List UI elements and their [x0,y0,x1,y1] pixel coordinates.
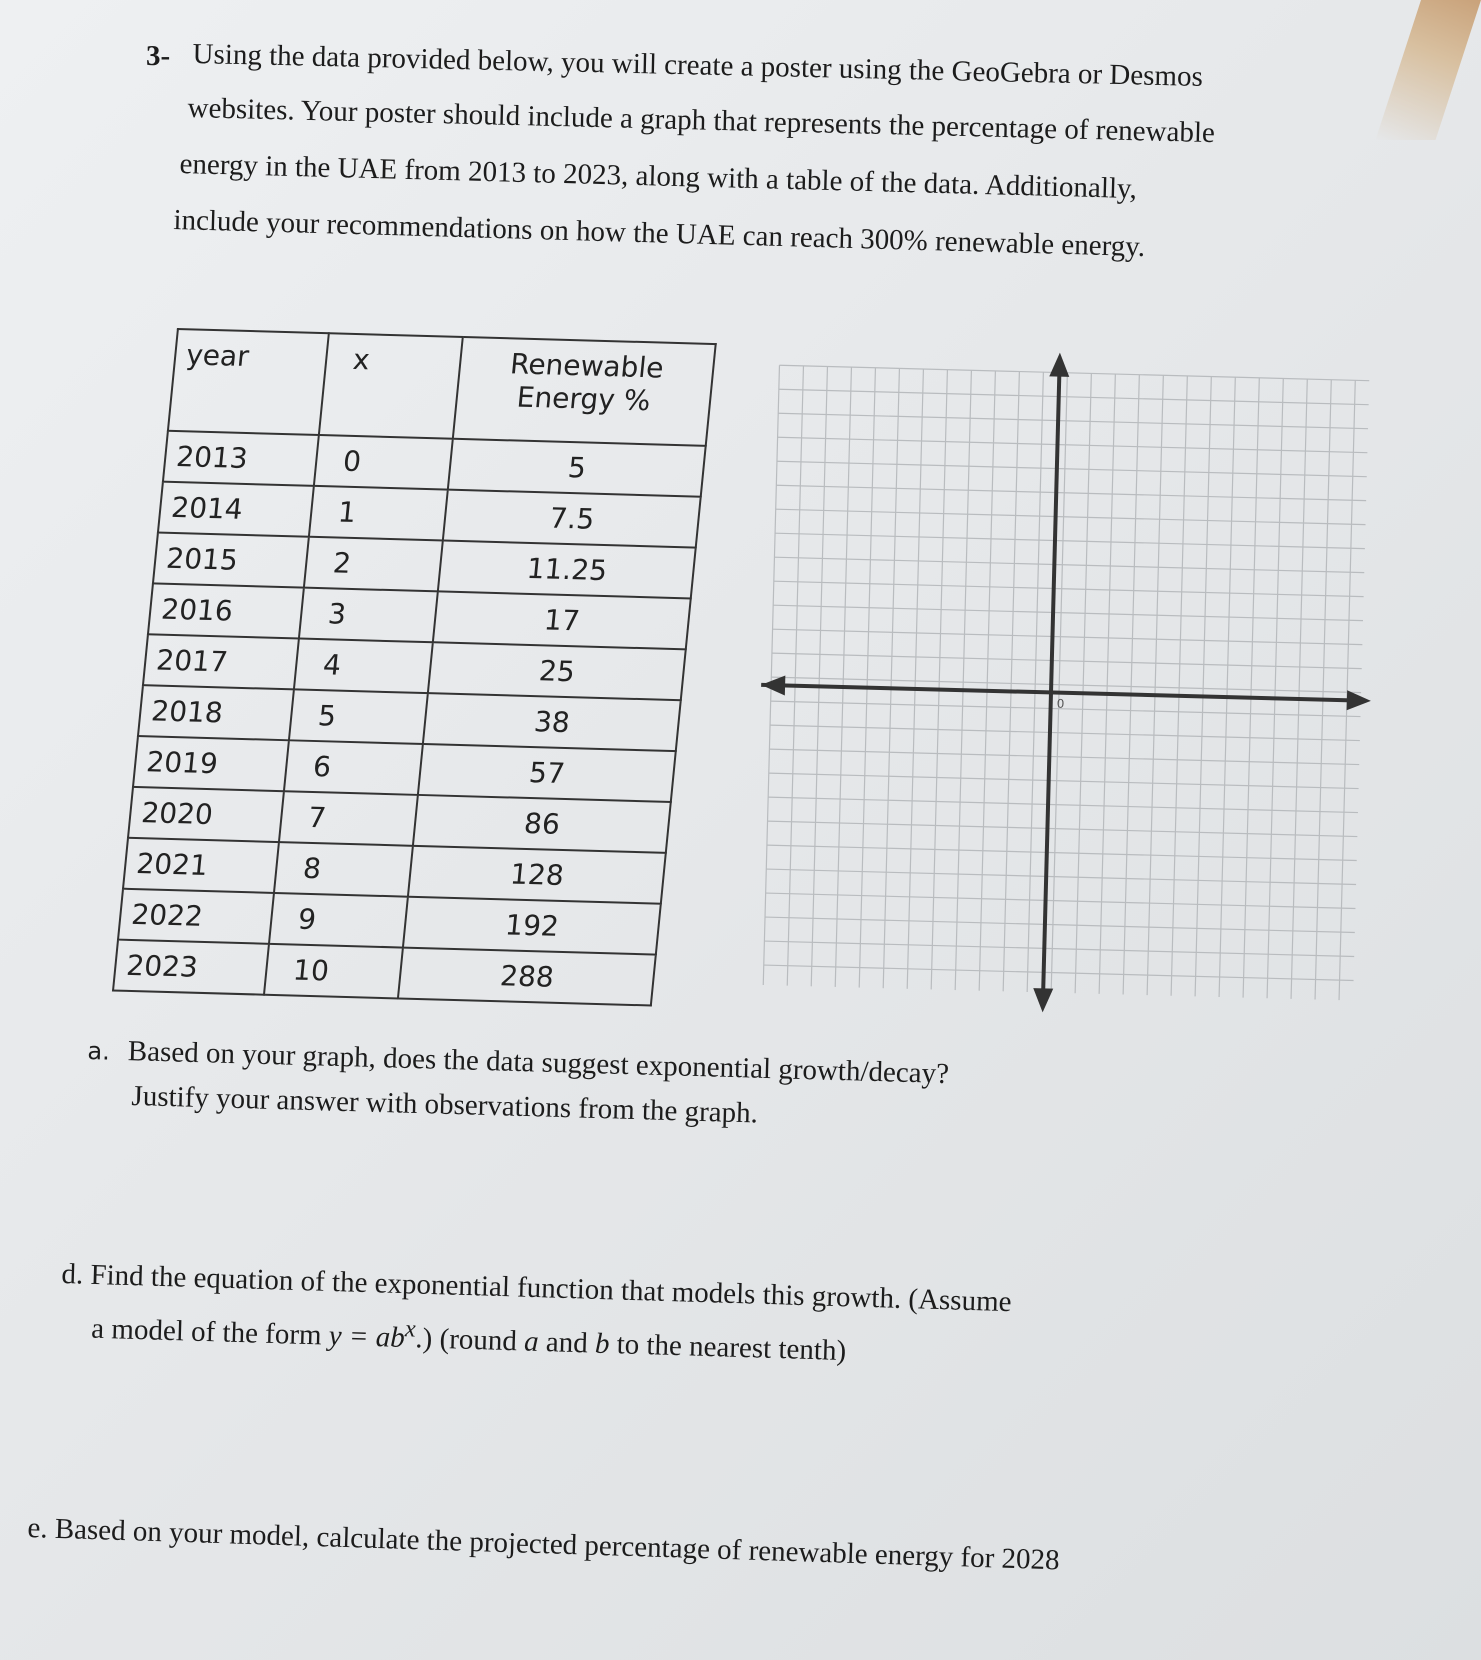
question-number: 3- [146,40,171,72]
part-e-line-1: e. Based on your model, calculate the projected percentage of renewable energy for 2028 [26,1512,1061,1577]
cell-year: 2021 [123,838,279,893]
cell-x: 2 [304,537,443,592]
coordinate-grid-container [752,345,1410,1052]
grid-line-horizontal [764,965,1354,980]
cell-year: 2020 [128,787,284,842]
grid-line-vertical [1195,377,1211,997]
grid-line-horizontal [774,581,1364,596]
grid-line-vertical [1003,372,1019,992]
part-d-exponent: x [404,1315,417,1343]
cell-x: 1 [309,486,448,541]
grid-line-vertical [1171,376,1187,996]
grid-line-vertical [859,368,875,988]
grid-line-horizontal [775,533,1365,548]
grid-line-horizontal [766,893,1356,908]
cell-renewable: 25 [428,642,686,700]
grid-line-horizontal [776,509,1366,524]
cell-x: 5 [289,689,428,744]
grid-line-horizontal [779,365,1369,380]
data-table [112,328,717,1007]
cell-renewable: 5 [448,439,706,497]
grid-line-vertical [1147,375,1163,995]
part-d-end: to the nearest tenth) [609,1328,847,1368]
grid-line-vertical [1267,378,1283,998]
cell-x: 3 [299,588,438,643]
grid-line-vertical [955,370,971,990]
part-a-label: a. [87,1036,111,1066]
coordinate-grid [752,345,1410,1052]
cell-renewable: 86 [413,795,671,853]
question-line-2: websites. Your poster should include a graph that represents the percentage of renewable [187,92,1216,150]
y-axis [1043,363,1060,1003]
part-d-var-a: a [523,1325,540,1358]
cell-year: 2022 [118,889,274,944]
grid-line-vertical [1339,380,1355,1000]
cell-x: 4 [294,639,433,694]
cell-renewable: 192 [403,897,661,955]
grid-line-horizontal [766,869,1356,884]
grid-line-horizontal [773,605,1363,620]
grid-line-horizontal [776,485,1366,500]
grid-line-horizontal [767,845,1357,860]
cell-year: 2014 [158,482,314,537]
grid-line-vertical [979,371,995,991]
question-line-4: include your recommendations on how the UAE can reach 300% renewable energy. [173,204,1146,264]
grid-line-vertical [787,366,803,986]
header-renewable: Renewable Energy % [453,337,716,446]
part-d-post: .) (round [414,1322,525,1358]
part-d-pre: a model of the form [90,1312,330,1352]
grid-line-vertical [1051,373,1067,993]
data-table-container [112,328,717,1007]
grid-line-vertical [1315,380,1331,1000]
cell-renewable: 11.25 [438,541,696,599]
grid-line-vertical [811,367,827,987]
grid-line-horizontal [778,413,1368,428]
table-header-row [168,329,716,446]
grid-line-horizontal [768,797,1358,812]
grid-line-vertical [763,365,779,985]
grid-line-horizontal [769,749,1359,764]
part-d-line-1: d. Find the equation of the exponential function that models this growth. (Assume [61,1258,1012,1319]
grid-line-vertical [1123,375,1139,995]
paper-edge-shadow [1376,0,1481,140]
cell-x: 9 [269,893,408,948]
grid-line-vertical [883,368,899,988]
grid-line-horizontal [774,557,1364,572]
grid-line-vertical [1075,373,1091,993]
grid-line-vertical [1027,372,1043,992]
grid-lines [763,365,1369,1000]
cell-renewable: 38 [423,693,681,751]
cell-x: 6 [284,740,423,795]
cell-x: 10 [264,944,403,999]
question-line-3: energy in the UAE from 2013 to 2023, along with a table of the data. Additionally, [179,148,1138,206]
grid-line-horizontal [773,629,1363,644]
part-d-and: and [538,1325,596,1360]
cell-year: 2019 [133,736,289,791]
grid-line-horizontal [764,941,1354,956]
grid-line-horizontal [771,701,1361,716]
cell-x: 8 [274,842,413,897]
cell-year: 2023 [113,940,269,995]
part-a-line-2: Justify your answer with observations from the graph. [131,1080,759,1130]
grid-line-vertical [931,370,947,990]
grid-line-horizontal [771,677,1361,692]
grid-line-horizontal [768,821,1358,836]
x-axis-right-arrow [1347,690,1372,711]
grid-line-horizontal [770,725,1360,740]
grid-line-vertical [1099,374,1115,994]
cell-renewable: 57 [418,744,676,802]
part-a-text-1: Based on your graph, does the data suggest exponential growth/decay? [127,1035,950,1091]
cell-year: 2013 [163,431,319,486]
grid-line-vertical [1219,377,1235,997]
header-year: year [168,329,329,435]
cell-x: 7 [279,791,418,846]
y-axis-up-arrow [1049,352,1070,377]
grid-line-horizontal [769,773,1359,788]
cell-year: 2016 [148,583,304,638]
grid-line-horizontal [779,389,1369,404]
grid-line-vertical [1243,378,1259,998]
grid-line-horizontal [777,461,1367,476]
grid-line-vertical [907,369,923,989]
header-x: x [319,333,463,439]
cell-year: 2018 [138,685,294,740]
cell-year: 2015 [153,533,309,588]
question-line-1: Using the data provided below, you will create a poster using the GeoGebra or Desmos [192,38,1204,93]
cell-renewable: 128 [408,846,666,904]
part-d-equation: y = ab [328,1319,406,1354]
grid-line-horizontal [765,917,1355,932]
grid-line-vertical [835,367,851,987]
origin-label: 0 [1056,696,1065,711]
cell-renewable: 17 [433,591,691,649]
grid-line-horizontal [778,437,1368,452]
cell-renewable: 7.5 [443,490,701,548]
part-d-var-b: b [594,1327,610,1361]
grid-line-vertical [1291,379,1307,999]
cell-renewable: 288 [398,948,656,1006]
cell-year: 2017 [143,634,299,689]
grid-line-horizontal [772,653,1362,668]
cell-x: 0 [314,435,453,490]
x-axis-left-arrow [761,675,786,696]
y-axis-down-arrow [1033,988,1054,1013]
part-d-line-2 [91,1306,847,1368]
